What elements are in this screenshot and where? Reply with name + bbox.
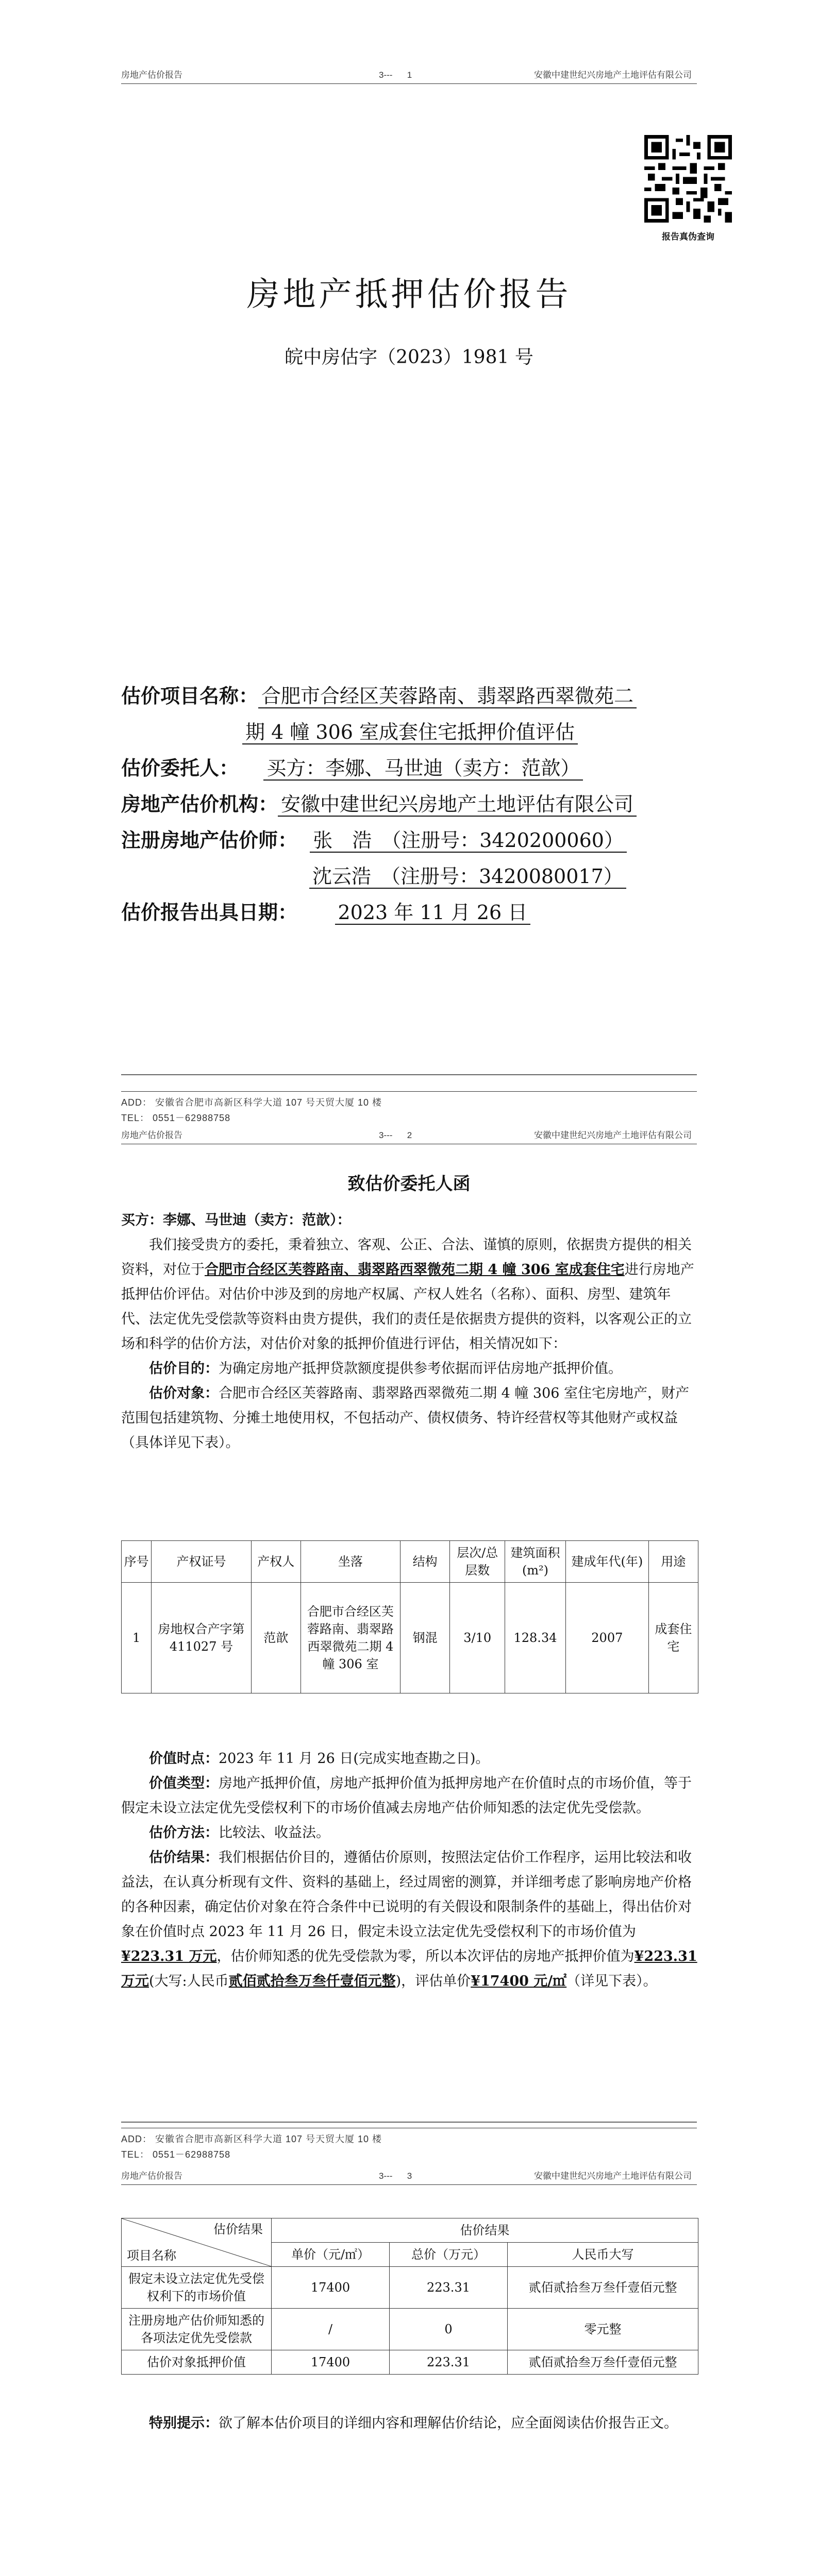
header-left: 房地产估价报告 — [121, 70, 182, 80]
header-right: 安徽中建世纪兴房地产土地评估有限公司 — [534, 70, 692, 80]
cell-unit: 17400 — [272, 2350, 390, 2375]
value-type-paragraph: 价值类型：房地产抵押价值，房地产抵押价值为抵押房地产在价值时点的市场价值，等于假定未设立法定优先受偿权利下的市场价值减去房地产估价师知悉的法定优先受偿款。 — [121, 1775, 692, 1816]
result-table — [121, 2218, 698, 2375]
page-header — [121, 2169, 697, 2185]
cell-cn: 零元整 — [508, 2309, 698, 2350]
header-right: 安徽中建世纪兴房地产土地评估有限公司 — [534, 2171, 692, 2181]
project-label: 估价项目名称： — [121, 684, 259, 707]
header-left: 房地产估价报告 — [121, 1130, 182, 1140]
col-no: 序号 — [122, 1541, 152, 1583]
letter-body-2 — [121, 1747, 698, 1994]
cell-floor: 3/10 — [450, 1583, 505, 1693]
cell-use: 成套住宅 — [648, 1583, 698, 1693]
header-page: 3--- 3 — [379, 2171, 412, 2181]
purpose-paragraph: 估价目的：为确定房地产抵押贷款额度提供参考依据而评估房地产抵押价值。 — [149, 1361, 622, 1377]
result-group-header: 估价结果 — [272, 2218, 698, 2243]
corner-bottom-label: 项目名称 — [127, 2248, 176, 2263]
project-name-row — [121, 680, 704, 712]
cell-year: 2007 — [565, 1583, 648, 1693]
client-label: 估价委托人： — [121, 756, 239, 779]
header-page: 3--- 1 — [379, 70, 412, 80]
project-name-row-2 — [242, 716, 706, 748]
document-number: 皖中房估字（2023）1981 号 — [285, 347, 533, 368]
table-row — [122, 2267, 698, 2309]
header-page: 3--- 2 — [379, 1130, 412, 1140]
cell-total: 0 — [390, 2309, 508, 2350]
table-row — [122, 1583, 698, 1693]
cell-location: 合肥市合经区芙蓉路南、翡翠路西翠微苑二期 4 幢 306 室 — [301, 1583, 400, 1693]
footer-tel: TEL： 0551－62988758 — [121, 2149, 231, 2160]
method-paragraph: 估价方法：比较法、收益法。 — [149, 1825, 330, 1841]
property-address: 合肥市合经区芙蓉路南、翡翠路西翠微苑二期 4 幢 306 室成套住宅 — [205, 1262, 625, 1278]
corner-top-label: 估价结果 — [213, 2222, 263, 2236]
appraiser-1: 张 浩 （注册号：3420200060） — [310, 829, 627, 853]
page-footer — [121, 1091, 697, 1126]
col-owner: 产权人 — [251, 1541, 301, 1583]
cell-item: 估价对象抵押价值 — [122, 2350, 272, 2375]
qr-caption: 报告真伪查询 — [662, 232, 714, 242]
note-paragraph: 特别提示：欲了解本估价项目的详细内容和理解估价结论，应全面阅读估价报告正文。 — [149, 2415, 678, 2431]
header-left: 房地产估价报告 — [121, 2171, 182, 2181]
date-label: 估价报告出具日期： — [121, 901, 298, 924]
header-right: 安徽中建世纪兴房地产土地评估有限公司 — [534, 1130, 692, 1140]
appraiser-label: 注册房地产估价师： — [121, 828, 298, 852]
cell-unit: 17400 — [272, 2267, 390, 2309]
col-structure: 结构 — [400, 1541, 450, 1583]
report-title: 房地产抵押估价报告 — [246, 276, 572, 314]
letter-title: 致估价委托人函 — [347, 1174, 471, 1194]
cell-cert: 房地权合产字第 411027 号 — [152, 1583, 251, 1693]
cell-structure: 钢混 — [400, 1583, 450, 1693]
table-header-row — [122, 1541, 698, 1583]
col-total: 总价（万元） — [390, 2243, 508, 2267]
agency-row — [121, 788, 704, 820]
table-row — [122, 2350, 698, 2375]
cell-total: 223.31 — [390, 2350, 508, 2375]
date-value: 2023 年 11 月 26 日 — [335, 901, 531, 925]
col-area: 建筑面积(m²) — [505, 1541, 566, 1583]
addressee: 买方：李娜、马世迪（卖方：范歆）： — [121, 1212, 351, 1228]
col-cert: 产权证号 — [152, 1541, 251, 1583]
footer-tel: TEL： 0551－62988758 — [121, 1113, 231, 1123]
agency-label: 房地产估价机构： — [121, 792, 278, 816]
special-note — [121, 2411, 698, 2436]
page-header — [121, 68, 697, 84]
appraiser-row-2 — [309, 860, 701, 892]
cell-cn: 贰佰贰拾叁万叁仟壹佰元整 — [508, 2350, 698, 2375]
page-header — [121, 1128, 697, 1144]
cell-item: 假定未设立法定优先受偿权利下的市场价值 — [122, 2267, 272, 2309]
result-paragraph: 估价结果：我们根据估价目的，遵循估价原则，按照法定估价工作程序，运用比较法和收益法，在认真分析现有文件、资料的基础上，经过周密的测算，并详细考虑了影响房地产价格的各种因素，确定估价对象在符合条件中已说明的有关假设和限制条件的基础上，得出估价对象在价值时点 2023 年 11 月 26 日，假定未设立法定优先受偿权利下的市场价值为¥223.31 万元，估价师知悉的优先受偿款为零，所以本次评估的房地产抵押价值为¥223.31 万元(大写:人民币贰佰贰拾叁万叁仟壹佰元整)，评估单价¥17400 元/㎡（详见下表）。 — [121, 1850, 697, 1989]
col-year: 建成年代(年) — [565, 1541, 648, 1583]
footer-address: ADD： 安徽省合肥市高新区科学大道 107 号天贸大厦 10 楼 — [121, 2134, 382, 2144]
footer-address: ADD： 安徽省合肥市高新区科学大道 107 号天贸大厦 10 楼 — [121, 1097, 382, 1108]
result-corner-cell — [122, 2218, 272, 2267]
qr-code-icon[interactable] — [644, 135, 732, 223]
col-use: 用途 — [648, 1541, 698, 1583]
cell-area: 128.34 — [505, 1583, 566, 1693]
cell-total: 223.31 — [390, 2267, 508, 2309]
project-value-2: 期 4 幢 306 室成套住宅抵押价值评估 — [242, 721, 578, 744]
project-value-1: 合肥市合经区芙蓉路南、翡翠路西翠微苑二 — [258, 685, 637, 708]
table-row — [122, 2309, 698, 2350]
appraiser-2: 沈云浩 （注册号：3420080017） — [309, 865, 626, 889]
col-cn: 人民币大写 — [508, 2243, 698, 2267]
letter-body — [121, 1208, 698, 1455]
date-row — [121, 896, 704, 928]
property-table — [121, 1540, 698, 1693]
cell-cn: 贰佰贰拾叁万叁仟壹佰元整 — [508, 2267, 698, 2309]
value-time-paragraph: 价值时点：2023 年 11 月 26 日(完成实地查勘之日)。 — [149, 1751, 490, 1767]
cell-no: 1 — [122, 1583, 152, 1693]
col-unit-price: 单价（元/㎡） — [272, 2243, 390, 2267]
client-row — [121, 752, 704, 784]
intro-paragraph: 我们接受贵方的委托，秉着独立、客观、公正、合法、谨慎的原则，依据贵方提供的相关资料，对位于合肥市合经区芙蓉路南、翡翠路西翠微苑二期 4 幢 306 室成套住宅进行房地产抵押估价评估。对估价中涉及到的房地产权属、产权人姓名（名称）、面积、房型、建筑年代、法定优先受偿款等资料由贵方提供，我们的责任是依据贵方提供的资料，以客观公正的立场和科学的估价方法，对估价对象的抵押价值进行评估，相关情况如下： — [121, 1237, 694, 1352]
footer-rule — [121, 1074, 697, 1075]
client-value: 买方：李娜、马世迪（卖方：范歆） — [263, 757, 583, 781]
page-footer — [121, 2128, 697, 2162]
cell-unit: / — [272, 2309, 390, 2350]
col-location: 坐落 — [301, 1541, 400, 1583]
result-header-row — [122, 2218, 698, 2243]
agency-value: 安徽中建世纪兴房地产土地评估有限公司 — [278, 793, 637, 817]
cell-item: 注册房地产估价师知悉的各项法定优先受偿款 — [122, 2309, 272, 2350]
appraiser-row — [121, 824, 704, 856]
object-paragraph: 估价对象：合肥市合经区芙蓉路南、翡翠路西翠微苑二期 4 幢 306 室住宅房地产，财产范围包括建筑物、分摊土地使用权，不包括动产、债权债务、特许经营权等其他财产或权益（具体详见下表）。 — [121, 1385, 690, 1451]
col-floor: 层次/总层数 — [450, 1541, 505, 1583]
footer-rule — [121, 2122, 697, 2123]
cell-owner: 范歆 — [251, 1583, 301, 1693]
